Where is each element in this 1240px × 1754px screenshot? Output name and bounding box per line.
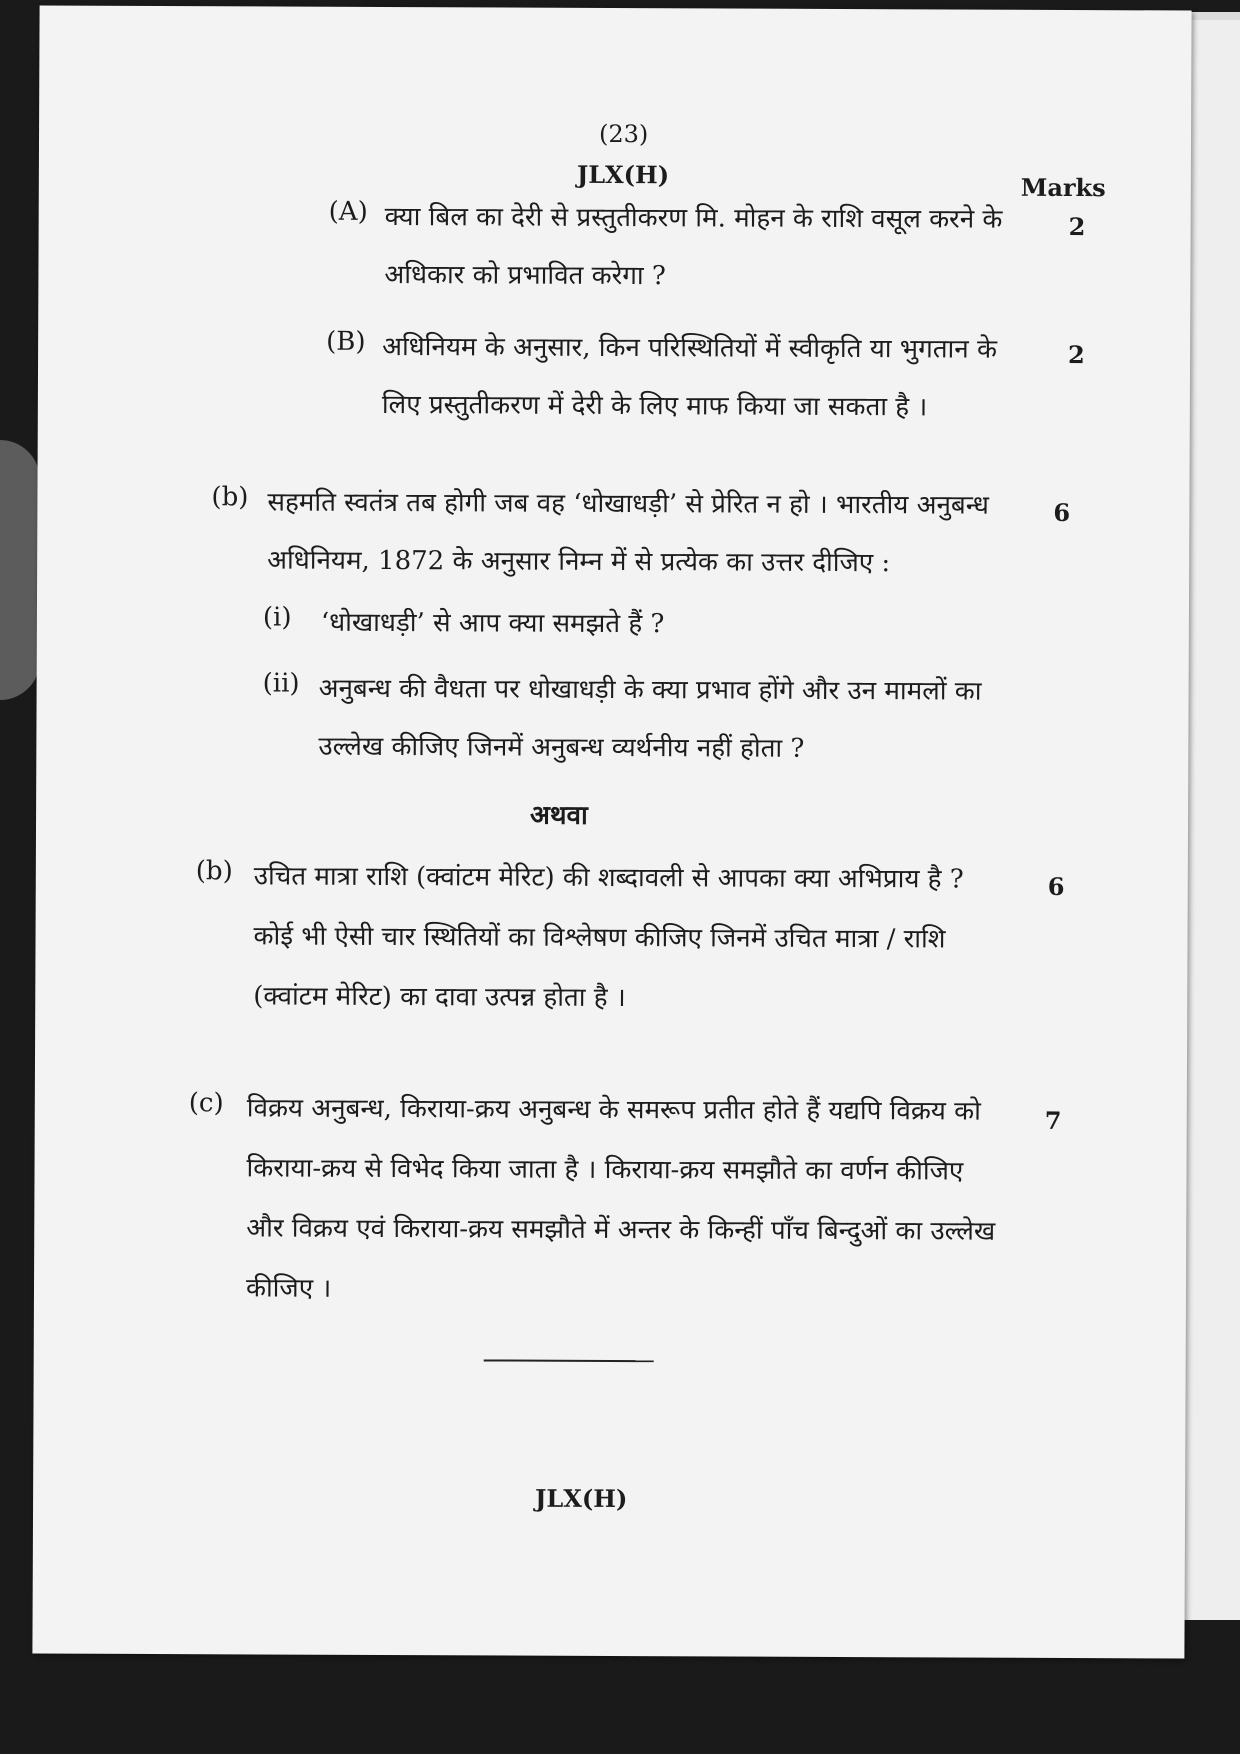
q-b-alt-marks: 6: [1047, 871, 1065, 901]
q-A-line-2: अधिकार को प्रभावित करेगा ?: [384, 260, 666, 292]
q-B-line-1: अधिनियम के अनुसार, किन परिस्थितियों में स्वीकृति या भुगतान के: [382, 331, 998, 365]
q-A-marks: 2: [1068, 211, 1086, 242]
q-b-i-label: (i): [262, 602, 292, 633]
q-c-line-2: किराया-क्रय से विभेद किया जाता है । किराया-क्रय समझौते का वर्णन कीजिए: [246, 1153, 964, 1187]
q-A-label: (A): [328, 196, 368, 227]
q-B-marks: 2: [1068, 339, 1085, 370]
q-b-ii-label: (ii): [262, 668, 300, 699]
exam-page: [32, 5, 1191, 1658]
q-b-line-1: सहमति स्वतंत्र तब होगी जब वह ‘धोखाधड़ी’ से प्रेरित न हो । भारतीय अनुबन्ध: [267, 487, 990, 521]
q-c-label: (c): [188, 1088, 224, 1119]
q-b-line-2: अधिनियम, 1872 के अनुसार निम्न में से प्रत्येक का उत्तर दीजिए :: [267, 545, 891, 579]
or-separator: अथवा: [530, 800, 588, 831]
q-b-alt-line-1: उचित मात्रा राशि (क्वांटम मेरिट) की शब्दावली से आपका क्या अभिप्राय है ?: [253, 861, 964, 895]
end-rule: [484, 1359, 654, 1362]
q-B-line-2: लिए प्रस्तुतीकरण में देरी के लिए माफ किया जा सकता है ।: [381, 389, 928, 423]
q-B-label: (B): [326, 326, 366, 357]
q-b-alt-line-3: (क्वांटम मेरिट) का दावा उत्पन्न होता है ।: [253, 981, 626, 1014]
marks-heading: Marks: [1020, 172, 1106, 203]
q-b-marks: 6: [1053, 497, 1071, 527]
paper-code-header: JLX(H): [576, 159, 670, 190]
thumb-shadow: [0, 440, 40, 700]
q-A-line-1: क्या बिल का देरी से प्रस्तुतीकरण मि. मोहन के राशि वसूल करने के: [384, 202, 1003, 235]
paper-code-footer: JLX(H): [535, 1483, 628, 1514]
q-c-marks: 7: [1044, 1105, 1062, 1135]
q-c-line-4: कीजिए ।: [245, 1273, 332, 1304]
q-b-alt-line-2: कोई भी ऐसी चार स्थितियों का विश्लेषण कीजिए जिनमें उचित मात्रा / राशि: [253, 921, 946, 955]
q-b-alt-label: (b): [195, 856, 233, 887]
q-c-line-3: और विक्रय एवं किराया-क्रय समझौते में अन्तर के किन्हीं पाँच बिन्दुओं का उल्लेख: [246, 1213, 996, 1247]
q-b-ii-line-2: उल्लेख कीजिए जिनमें अनुबन्ध व्यर्थनीय नहीं होता ?: [318, 731, 805, 764]
q-b-ii-line-1: अनुबन्ध की वैधता पर धोखाधड़ी के क्या प्रभाव होंगे और उन मामलों का: [318, 673, 982, 707]
q-b-i-line-1: ‘धोखाधड़ी’ से आप क्या समझते हैं ?: [320, 607, 665, 640]
page-number: (23): [598, 119, 649, 149]
q-b-label: (b): [211, 482, 249, 513]
q-c-line-1: विक्रय अनुबन्ध, किराया-क्रय अनुबन्ध के समरूप प्रतीत होते हैं यद्यपि विक्रय को: [246, 1093, 981, 1127]
